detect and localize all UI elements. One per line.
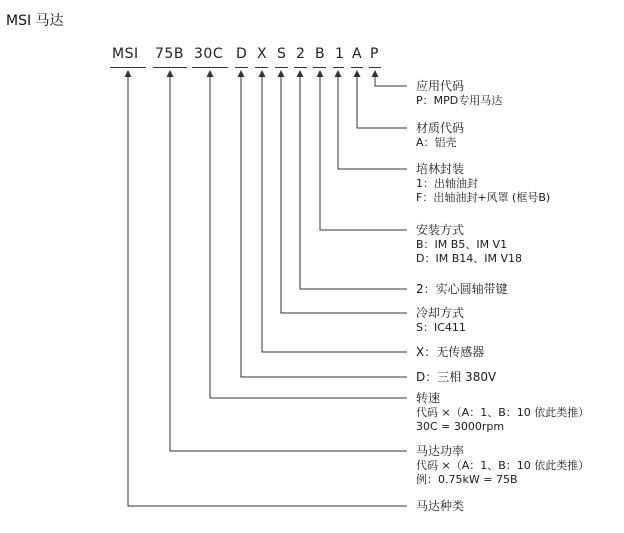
label-cooling-title: 冷却方式 <box>416 306 465 320</box>
label-speed <box>416 391 589 435</box>
connector-d <box>241 75 407 377</box>
connector-75b <box>170 75 407 451</box>
arrow-p <box>372 70 379 77</box>
label-shaft-desc: 2：实心圆轴带键 <box>416 282 508 296</box>
code-a: A <box>352 46 363 62</box>
code-s: S <box>277 46 287 62</box>
connector-2 <box>300 75 407 289</box>
label-power-example: 例：0.75kW = 75B <box>416 473 518 486</box>
label-sensor-desc: X：无传感器 <box>416 345 485 359</box>
label-cooling <box>416 306 466 335</box>
code-x: X <box>257 46 268 62</box>
label-application-code <box>416 79 502 108</box>
label-motor-type-title: 马达种类 <box>416 499 465 513</box>
code-30c: 30C <box>194 46 224 62</box>
label-mounting <box>416 223 522 267</box>
label-material-code-title: 材质代码 <box>416 121 465 135</box>
connector-p <box>375 75 407 86</box>
arrow-75b <box>167 70 174 77</box>
label-mounting-optd: D：IM B14、IM V18 <box>416 252 522 265</box>
label-bearing-seal-optf: F：出轴油封+风罩 (框号B) <box>416 191 551 204</box>
diagram-title: MSI 马达 <box>6 13 64 29</box>
label-bearing-seal-opt1: 1：出轴油封 <box>416 176 478 190</box>
label-voltage <box>416 370 496 385</box>
code-1: 1 <box>335 46 345 62</box>
label-material-code <box>416 121 464 150</box>
label-mounting-optb: B：IM B5、IM V1 <box>416 237 508 251</box>
arrow-1 <box>335 70 342 77</box>
label-material-code-desc: A：铝壳 <box>416 135 457 149</box>
label-application-code-title: 应用代码 <box>416 79 465 93</box>
label-bearing-seal <box>416 162 550 206</box>
arrow-d <box>238 70 245 77</box>
arrow-b <box>317 70 324 77</box>
label-mounting-title: 安装方式 <box>416 223 465 237</box>
arrow-a <box>354 70 361 77</box>
code-75b: 75B <box>155 46 184 62</box>
code-msi: MSI <box>112 46 139 62</box>
connector-1 <box>338 75 407 169</box>
arrow-msi <box>125 70 132 77</box>
connector-30c <box>210 75 407 398</box>
label-application-code-desc: P：MPD专用马达 <box>416 93 503 107</box>
label-power-title: 马达功率 <box>416 444 465 458</box>
label-power <box>416 444 589 488</box>
label-speed-title: 转速 <box>416 391 441 405</box>
connector-x <box>262 75 407 352</box>
arrow-30c <box>207 70 214 77</box>
label-shaft <box>416 282 508 297</box>
label-bearing-seal-title: 培林封装 <box>416 162 465 176</box>
label-speed-rule: 代码 ×（A：1、B：10 依此类推） <box>416 405 590 419</box>
label-sensor <box>416 345 484 360</box>
code-p: P <box>370 46 379 62</box>
code-2: 2 <box>296 46 306 62</box>
label-motor-type <box>416 499 464 514</box>
arrow-s <box>278 70 285 77</box>
connector-b <box>320 75 407 230</box>
label-voltage-desc: D：三相 380V <box>416 370 497 384</box>
label-speed-example: 30C = 3000rpm <box>416 420 505 433</box>
label-power-rule: 代码 ×（A：1、B：10 依此类推） <box>416 458 590 472</box>
connector-a <box>357 75 407 128</box>
arrow-2 <box>297 70 304 77</box>
label-cooling-desc: S：IC411 <box>416 320 466 334</box>
code-d: D <box>236 46 248 62</box>
arrow-x <box>259 70 266 77</box>
code-b: B <box>315 46 326 62</box>
